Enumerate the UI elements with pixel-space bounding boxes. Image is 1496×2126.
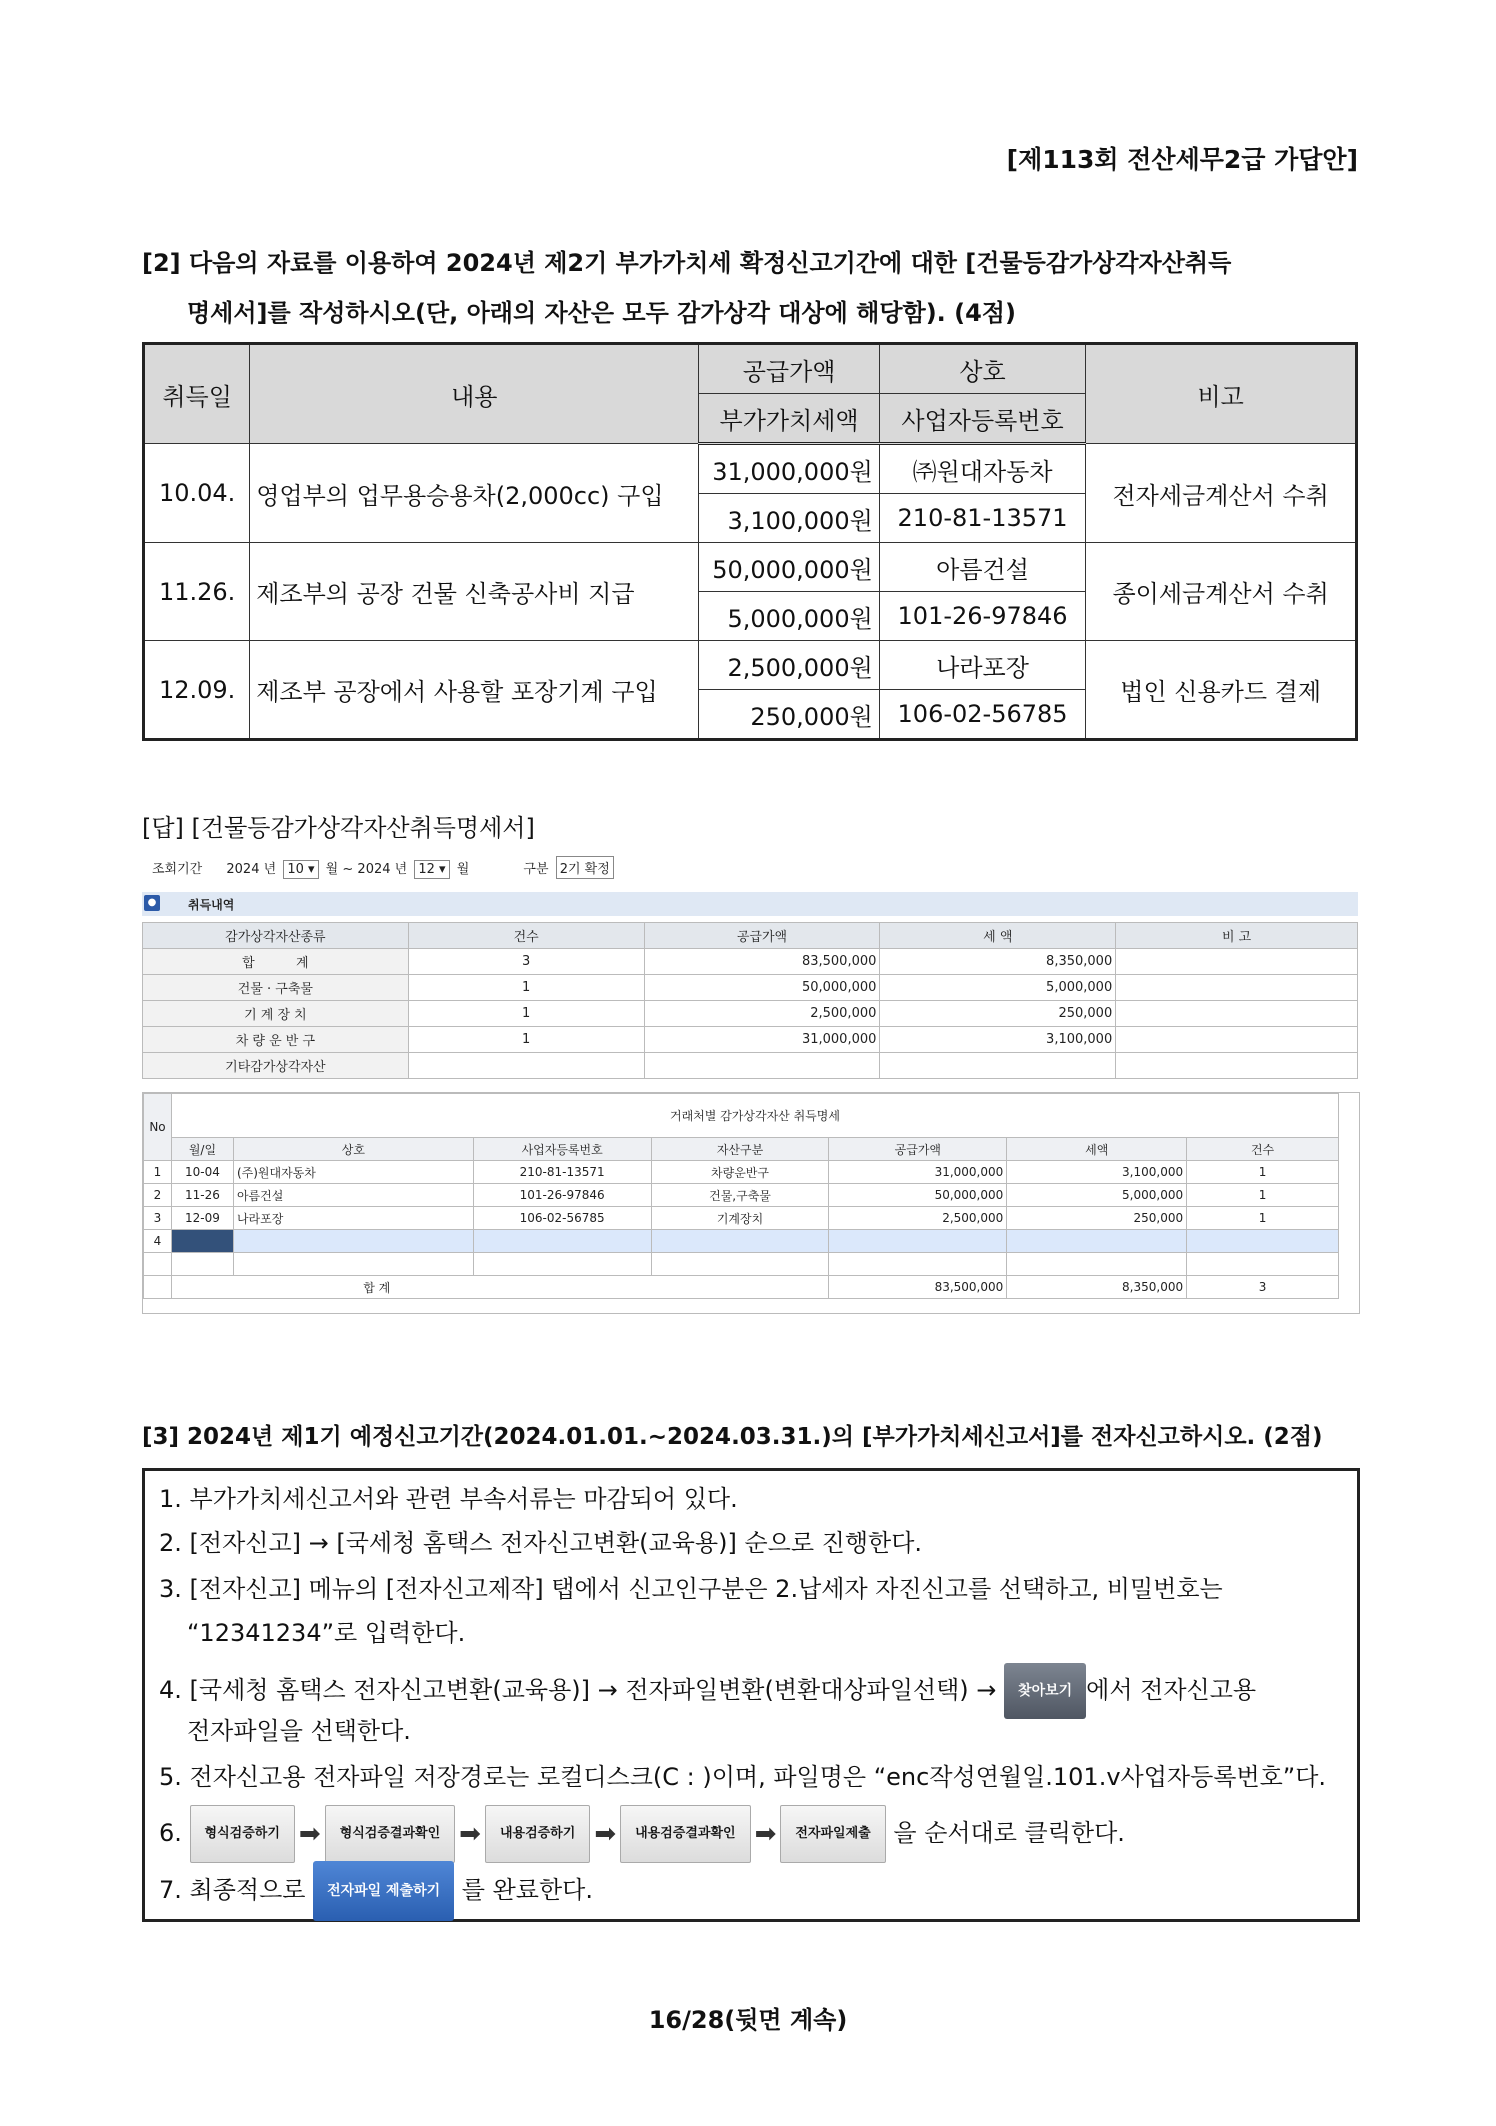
q3-item-6-num: 6. <box>159 1819 190 1847</box>
detail-supply[interactable]: 2,500,000 <box>829 1207 1007 1230</box>
summary-table <box>142 922 1358 1079</box>
detail-name[interactable]: (주)원대자동차 <box>233 1161 473 1184</box>
arrow-right-icon: ➡ <box>754 1819 777 1849</box>
content-check-button[interactable]: 내용검증하기 <box>485 1805 590 1863</box>
detail-total-count: 3 <box>1187 1276 1339 1299</box>
section-title: 취득내역 <box>188 898 235 912</box>
q3-item-2: 2. [전자신고] → [국세청 홈택스 전자신고변환(교육용)] 순으로 진행한다. <box>159 1529 923 1557</box>
detail-empty-cell[interactable] <box>233 1230 473 1253</box>
th-note: 비고 <box>1086 344 1357 444</box>
summary-row <box>143 1027 1358 1053</box>
q3-item-7-text: 7. 최종적으로 <box>159 1876 314 1904</box>
row2-bizno: 101-26-97846 <box>879 592 1086 641</box>
format-check-button[interactable]: 형식검증하기 <box>190 1805 295 1863</box>
division-label: 구분 <box>523 862 549 877</box>
row2-supply: 50,000,000원 <box>699 543 879 592</box>
detail-bizno[interactable]: 210-81-13571 <box>473 1161 651 1184</box>
detail-count[interactable]: 1 <box>1187 1184 1339 1207</box>
detail-kind[interactable]: 기계장치 <box>651 1207 829 1230</box>
detail-name[interactable]: 나라포장 <box>233 1207 473 1230</box>
q3-item-4-tail: 에서 전자신고용 <box>1086 1676 1257 1704</box>
question-2-table <box>142 342 1358 741</box>
question-3-title: [3] 2024년 제1기 예정신고기간(2024.01.01.~2024.03.31.)의 [부가가치세신고서]를 전자신고하시오. (2점) <box>142 1424 1323 1450</box>
sum-kind: 기 계 장 치 <box>143 1001 409 1027</box>
th-name: 상호 <box>879 344 1086 394</box>
detail-no-header: No <box>144 1094 172 1161</box>
row3-bizno: 106-02-56785 <box>879 690 1086 740</box>
detail-empty-cell[interactable] <box>473 1230 651 1253</box>
detail-total-tax: 8,350,000 <box>1007 1276 1187 1299</box>
detail-kind[interactable]: 건물,구축물 <box>651 1184 829 1207</box>
detail-tax[interactable]: 5,000,000 <box>1007 1184 1187 1207</box>
sum-tax[interactable] <box>880 1053 1116 1079</box>
detail-no: 2 <box>144 1184 172 1207</box>
detail-row-new[interactable] <box>144 1230 1339 1253</box>
q3-item-6-tail: 을 순서대로 클릭한다. <box>893 1819 1125 1847</box>
q3-item-4-text: 4. [국세청 홈택스 전자신고변환(교육용)] → 전자파일변환(변환대상파일선택) → <box>159 1676 1005 1704</box>
detail-empty-cell[interactable] <box>829 1230 1007 1253</box>
q3-item-6 <box>159 1805 1344 1863</box>
sum-h-kind: 감가상각자산종류 <box>143 923 409 949</box>
detail-total-label: 합 계 <box>171 1276 828 1299</box>
summary-row <box>143 1053 1358 1079</box>
q3-item-7-tail: 를 완료한다. <box>461 1876 593 1904</box>
detail-date[interactable]: 12-09 <box>171 1207 233 1230</box>
th-date: 취득일 <box>144 344 250 444</box>
month-to-value: 12 <box>418 862 435 877</box>
row3-tax: 250,000원 <box>699 690 879 740</box>
detail-title: 거래처별 감가상각자산 취득명세 <box>171 1094 1338 1138</box>
arrow-right-icon: ➡ <box>459 1819 481 1849</box>
detail-tax[interactable]: 3,100,000 <box>1007 1161 1187 1184</box>
content-result-button[interactable]: 내용검증결과확인 <box>620 1805 750 1863</box>
row2-note: 종이세금계산서 수취 <box>1086 543 1357 641</box>
sum-supply[interactable]: 31,000,000 <box>644 1027 880 1053</box>
sum-kind: 건물 · 구축물 <box>143 975 409 1001</box>
sum-note[interactable] <box>1116 949 1358 975</box>
sum-note[interactable] <box>1116 1027 1358 1053</box>
detail-h-supply: 공급가액 <box>829 1138 1007 1161</box>
arrow-right-icon: ➡ <box>594 1819 617 1849</box>
sum-kind: 기타감가상각자산 <box>143 1053 409 1079</box>
detail-empty-cell[interactable] <box>1007 1230 1187 1253</box>
sum-count[interactable]: 1 <box>408 1027 644 1053</box>
detail-no: 3 <box>144 1207 172 1230</box>
sum-tax[interactable]: 250,000 <box>880 1001 1116 1027</box>
detail-name[interactable]: 아름건설 <box>233 1184 473 1207</box>
period-label: 조회기간 <box>152 862 203 877</box>
q3-item-3-cont: “12341234”로 입력한다. <box>187 1619 466 1647</box>
summary-row <box>143 975 1358 1001</box>
sum-kind: 차 량 운 반 구 <box>143 1027 409 1053</box>
row1-supply: 31,000,000원 <box>699 444 879 494</box>
q3-item-4-cont: 전자파일을 선택한다. <box>187 1717 411 1745</box>
detail-bizno[interactable]: 106-02-56785 <box>473 1207 651 1230</box>
q3-item-3: 3. [전자신고] 메뉴의 [전자신고제작] 탭에서 신고인구분은 2.납세자 자진신고를 선택하고, 비밀번호는 <box>159 1575 1223 1603</box>
row1-content: 영업부의 업무용승용차(2,000cc) 구입 <box>250 444 699 543</box>
q3-item-1: 1. 부가가치세신고서와 관련 부속서류는 마감되어 있다. <box>159 1485 738 1513</box>
detail-row[interactable] <box>144 1184 1339 1207</box>
detail-h-tax: 세액 <box>1007 1138 1187 1161</box>
detail-table <box>143 1093 1339 1299</box>
question-2-line1: [2] 다음의 자료를 이용하여 2024년 제2기 부가가치세 확정신고기간에 대한 [건물등감가상각자산취득 <box>142 249 1232 277</box>
row1-bizno: 210-81-13571 <box>879 494 1086 543</box>
summary-row <box>143 949 1358 975</box>
year-unit-2: 년 <box>394 862 408 877</box>
detail-h-count: 건수 <box>1187 1138 1339 1161</box>
sum-count[interactable]: 3 <box>408 949 644 975</box>
detail-h-bizno: 사업자등록번호 <box>473 1138 651 1161</box>
detail-row[interactable] <box>144 1161 1339 1184</box>
th-content: 내용 <box>250 344 699 444</box>
detail-tax[interactable]: 250,000 <box>1007 1207 1187 1230</box>
row3-date: 12.09. <box>144 641 250 740</box>
detail-h-kind: 자산구분 <box>651 1138 829 1161</box>
question-3-box <box>142 1468 1360 1922</box>
detail-empty-cell[interactable] <box>651 1230 829 1253</box>
format-result-button[interactable]: 형식검증결과확인 <box>325 1805 455 1863</box>
th-supply: 공급가액 <box>699 344 879 394</box>
submit-file-button[interactable]: 전자파일 제출하기 <box>313 1861 454 1921</box>
sum-note[interactable] <box>1116 1053 1358 1079</box>
detail-count[interactable]: 1 <box>1187 1161 1339 1184</box>
file-submit-step-button[interactable]: 전자파일제출 <box>780 1805 885 1863</box>
sum-supply[interactable]: 83,500,000 <box>644 949 880 975</box>
row3-note: 법인 신용카드 결제 <box>1086 641 1357 740</box>
sum-count[interactable]: 1 <box>408 1001 644 1027</box>
th-bizno: 사업자등록번호 <box>879 394 1086 444</box>
sum-count[interactable]: 1 <box>408 975 644 1001</box>
row1-note: 전자세금계산서 수취 <box>1086 444 1357 543</box>
row3-content: 제조부 공장에서 사용할 포장기계 구입 <box>250 641 699 740</box>
detail-current-cell[interactable] <box>171 1230 233 1253</box>
th-tax: 부가가치세액 <box>699 394 879 444</box>
section-icon: ● <box>144 895 160 911</box>
year-from: 2024 <box>226 862 260 877</box>
period-bar <box>152 856 617 879</box>
year-unit: 년 <box>263 862 277 877</box>
question-2-title <box>142 238 1357 338</box>
row3-supply: 2,500,000원 <box>699 641 879 690</box>
sum-note[interactable] <box>1116 975 1358 1001</box>
row2-date: 11.26. <box>144 543 250 641</box>
q3-item-5: 5. 전자신고용 전자파일 저장경로는 로컬디스크(C : )이며, 파일명은 “enc작성연월일.101.v사업자등록번호”다. <box>159 1763 1327 1791</box>
tilde: ~ <box>342 862 354 877</box>
division-select[interactable]: 2기 확정 <box>556 856 614 879</box>
month-from-select[interactable]: 10 ▾ <box>283 860 318 879</box>
sum-tax[interactable]: 5,000,000 <box>880 975 1116 1001</box>
row2-content: 제조부의 공장 건물 신축공사비 지급 <box>250 543 699 641</box>
detail-row-blank <box>144 1253 1339 1276</box>
sum-h-supply: 공급가액 <box>644 923 880 949</box>
month-to-select[interactable]: 12 ▾ <box>414 860 449 879</box>
sum-supply[interactable]: 50,000,000 <box>644 975 880 1001</box>
sum-count[interactable] <box>408 1053 644 1079</box>
page-header: [제113회 전산세무2급 가답안] <box>1006 145 1358 174</box>
detail-bizno[interactable]: 101-26-97846 <box>473 1184 651 1207</box>
detail-empty-cell[interactable] <box>1187 1230 1339 1253</box>
month-from-value: 10 <box>287 862 304 877</box>
detail-date[interactable]: 10-04 <box>171 1161 233 1184</box>
detail-kind[interactable]: 차량운반구 <box>651 1161 829 1184</box>
detail-h-name: 상호 <box>233 1138 473 1161</box>
sum-note[interactable] <box>1116 1001 1358 1027</box>
detail-count[interactable]: 1 <box>1187 1207 1339 1230</box>
sum-kind: 합 계 <box>143 949 409 975</box>
sum-supply[interactable]: 2,500,000 <box>644 1001 880 1027</box>
sum-tax[interactable]: 3,100,000 <box>880 1027 1116 1053</box>
row1-date: 10.04. <box>144 444 250 543</box>
sum-h-count: 건수 <box>408 923 644 949</box>
page-footer: 16/28(뒷면 계속) <box>648 2006 848 2034</box>
question-2-line2: 명세서]를 작성하시오(단, 아래의 자산은 모두 감가상각 대상에 해당함). (4점) <box>187 299 1016 327</box>
detail-supply[interactable]: 31,000,000 <box>829 1161 1007 1184</box>
detail-h-date: 월/일 <box>171 1138 233 1161</box>
detail-panel <box>142 1092 1360 1314</box>
detail-row[interactable] <box>144 1207 1339 1230</box>
detail-supply[interactable]: 50,000,000 <box>829 1184 1007 1207</box>
detail-no: 1 <box>144 1161 172 1184</box>
row1-tax: 3,100,000원 <box>699 494 879 543</box>
row1-name: ㈜원대자동차 <box>879 444 1086 494</box>
arrow-right-icon: ➡ <box>298 1819 321 1849</box>
section-bar <box>142 892 1358 916</box>
sum-h-tax: 세 액 <box>880 923 1116 949</box>
sum-h-note: 비 고 <box>1116 923 1358 949</box>
month-unit-2: 월 <box>456 862 470 877</box>
detail-total-supply: 83,500,000 <box>829 1276 1007 1299</box>
detail-total-row <box>144 1276 1339 1299</box>
browse-button[interactable]: 찾아보기 <box>1004 1663 1086 1719</box>
sum-supply[interactable] <box>644 1053 880 1079</box>
row3-name: 나라포장 <box>879 641 1086 690</box>
q3-item-7 <box>159 1861 1344 1921</box>
detail-date[interactable]: 11-26 <box>171 1184 233 1207</box>
summary-row <box>143 1001 1358 1027</box>
row2-tax: 5,000,000원 <box>699 592 879 641</box>
row2-name: 아름건설 <box>879 543 1086 592</box>
sum-tax[interactable]: 8,350,000 <box>880 949 1116 975</box>
detail-no: 4 <box>144 1230 172 1253</box>
answer-label: [답] [건물등감가상각자산취득명세서] <box>142 814 535 842</box>
month-unit: 월 <box>325 862 339 877</box>
year-to: 2024 <box>357 862 391 877</box>
